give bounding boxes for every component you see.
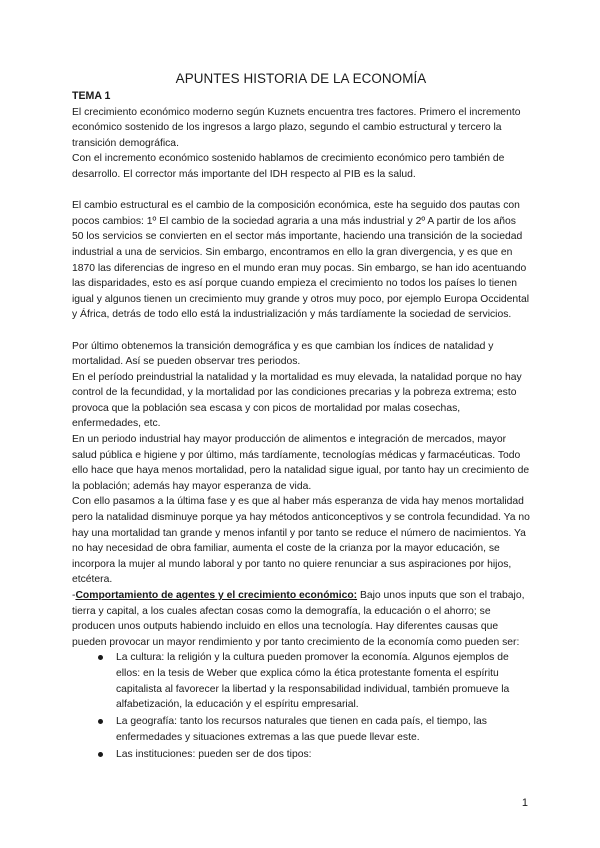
agents-text: Bajo unos inputs que son el trabajo, tierra y capital, a los cuales afectan cosas como la demografía, la educación o el ahorro; se producen unos outputs habiendo incluido en ellos una tecnología. Hay diferentes causas que pueden provocar un mayor rendimiento y por tanto crecimiento de la economía como pueden ser: [72,590,525,648]
list-item-text: La cultura: la religión y la cultura pueden promover la economía. Algunos ejemplos de ellos: en la tesis de Weber que explica cómo la ética protestante fomenta el espíritu capitalista al favorecer la libertad y la responsabilidad individual, también promueve la alfabetización, la educación y el espíritu empresarial. [116,652,510,711]
bullet-list [72,650,530,762]
agents-heading: Comportamiento de agentes y el crecimiento económico: [75,590,358,601]
paragraph: En el período preindustrial la natalidad y la mortalidad es muy elevada, la natalidad porque no hay control de la fecundidad, y la mortalidad por las condiciones precarias y la pobreza extrema; esto provoca que la población sea escasa y con picos de mortalidad por malas cosechas, enfermedades, etc. [72,371,522,430]
agents-paragraph [72,588,530,650]
bullet-icon [98,752,103,757]
list-item [98,650,530,712]
bullet-icon [98,719,103,724]
paragraph: Con el incremento económico sostenido hablamos de crecimiento económico pero también de desarrollo. El corrector más importante del IDH respecto al PIB es la salud. [72,153,505,180]
page-number: 1 [521,797,528,809]
document-title: APUNTES HISTORIA DE LA ECONOMÍA [175,71,427,86]
list-item [98,714,530,745]
list-item-text: La geografía: tanto los recursos naturales que tienen en cada país, el tiempo, las enfermedades y situaciones extremas a las que puede llevar este. [116,716,487,743]
section-heading: TEMA 1 [72,90,111,102]
paragraph: Por último obtenemos la transición demográfica y es que cambian los índices de natalidad y mortalidad. Así se pueden observar tres periodos. [72,340,494,368]
page-content [72,70,530,764]
paragraph: En un periodo industrial hay mayor producción de alimentos e integración de mercados, mayor salud pública e higiene y por último, más tardíamente, tecnologías médicas y farmacéuticas. Todo ello hace que haya menos mortalidad, pero la natalidad sigue igual, por tanto hay un crecimiento de la población; además hay mayor esperanza de vida. [72,434,530,492]
paragraph: Con ello pasamos a la última fase y es que al haber más esperanza de vida hay menos mortalidad pero la natalidad disminuye porque ya hay métodos anticonceptivos y se controla fecundidad. Ya no hay una mortalidad tan grande y menos infantil y por tanto se reduce el número de nacimientos. Ya no hay necesidad de obra familiar, aumenta el coste de la crianza por la mayor educación, se incorpora la mujer al mundo laboral y por tanto no quiere renunciar a sus aspiraciones por hijos, etcétera. [72,496,530,586]
paragraph-gap [72,183,530,199]
paragraph: El crecimiento económico moderno según Kuznets encuentra tres factores. Primero el incremento económico sostenido de los ingresos a largo plazo, segundo el cambio estructural y tercero la transición demográfica. [72,106,521,149]
list-item [98,747,530,763]
paragraph-gap [72,323,530,339]
list-item-text: Las instituciones: pueden ser de dos tipos: [116,748,312,760]
paragraph: El cambio estructural es el cambio de la composición económica, este ha seguido dos pautas con pocos cambios: 1º El cambio de la sociedad agraria a una más industrial y 2º A partir de los años 50 los servicios se convierten en el sector más importante, haciendo una transición de la sociedad industrial a una de servicios. Sin embargo, encontramos en ello la gran divergencia, y es que en 1870 las diferencias de ingreso en el mundo eran muy pocas. Sin embargo, se han ido acentuando las disparidades, esto es así porque cuando empieza el crecimiento no todos los países lo tienen igual y algunos tienen un crecimiento muy grande y otros muy poco, por ejemplo Europa Occidental y África, detrás de todo ello está la industrialización y más tardíamente la sociedad de servicios. [72,200,530,321]
dash-marker: - [72,590,76,601]
bullet-icon [98,655,103,660]
